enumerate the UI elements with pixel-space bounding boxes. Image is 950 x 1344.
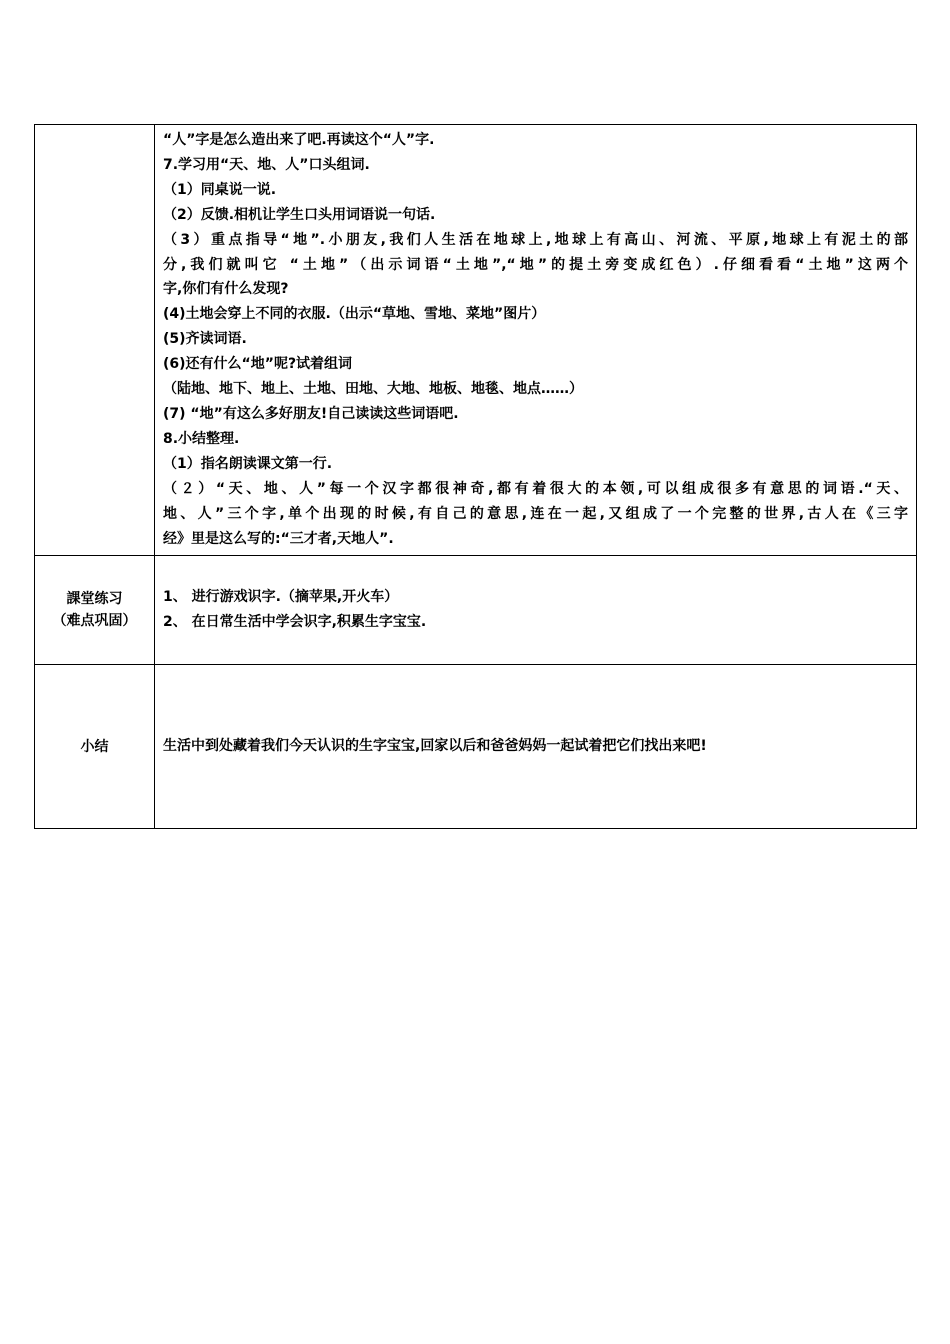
text-line: 8.小结整理. bbox=[163, 430, 240, 447]
practice-label-line1: 課堂练习 bbox=[66, 591, 123, 607]
text-line: （1）指名朗读课文第一行. bbox=[163, 455, 333, 472]
text-line: （1）同桌说一说. bbox=[163, 181, 277, 198]
text-line: 7.学习用“天、地、人”口头组词. bbox=[163, 156, 370, 173]
text-line: (7) “地”有这么多好朋友!自己读读这些词语吧. bbox=[163, 405, 459, 422]
teaching-process-row bbox=[35, 125, 917, 556]
summary-row bbox=[35, 665, 917, 829]
text-line: (6)还有什么“地”呢?试着组词 bbox=[163, 356, 353, 373]
practice-label bbox=[35, 556, 155, 665]
text-line: （3）重点指导“地”.小朋友,我们人生活在地球上,地球上有高山、河流、平原,地球上有泥土的部 bbox=[163, 231, 908, 248]
teaching-process-cell bbox=[155, 125, 917, 556]
text-line: （2）反馈.相机让学生口头用词语说一句话. bbox=[163, 206, 436, 223]
lesson-plan-table bbox=[34, 124, 917, 829]
text-line: 分,我们就叫它 “土地”（出示词语“土地”,“地”的提土旁变成红色）.仔细看看“土地”这两个 bbox=[163, 256, 908, 273]
summary-content bbox=[155, 665, 917, 829]
summary-text: 生活中到处藏着我们今天认识的生字宝宝,回家以后和爸爸妈妈一起试着把它们找出来吧! bbox=[163, 738, 707, 755]
text-line: 地、人”三个字,单个出现的时候,有自己的意思,连在一起,又组成了一个完整的世界,古人在《三字 bbox=[163, 505, 908, 522]
summary-label: 小结 bbox=[35, 665, 155, 829]
practice-item: 2、 在日常生活中学会识字,积累生字宝宝. bbox=[163, 614, 427, 630]
text-line: (4)土地会穿上不同的衣服.（出示“草地、雪地、菜地”图片） bbox=[163, 306, 546, 323]
text-line: （陆地、地下、地上、土地、田地、大地、地板、地毯、地点……） bbox=[163, 381, 583, 398]
text-line: “人”字是怎么造出来了吧.再读这个“人”字. bbox=[163, 132, 435, 148]
practice-content bbox=[155, 556, 917, 665]
text-line: （２）“天、地、人”每一个汉字都很神奇,都有着很大的本领,可以组成很多有意思的词语.“天、 bbox=[163, 480, 908, 497]
empty-label-cell bbox=[35, 125, 155, 556]
practice-label-line2: （难点巩固） bbox=[52, 613, 137, 629]
practice-item: 1、 进行游戏识字.（摘苹果,开火车） bbox=[163, 589, 399, 606]
practice-row bbox=[35, 556, 917, 665]
text-line: 经》里是这么写的:“三才者,天地人”. bbox=[163, 530, 394, 547]
text-line: (5)齐读词语. bbox=[163, 331, 247, 348]
text-line: 字,你们有什么发现? bbox=[163, 281, 289, 298]
